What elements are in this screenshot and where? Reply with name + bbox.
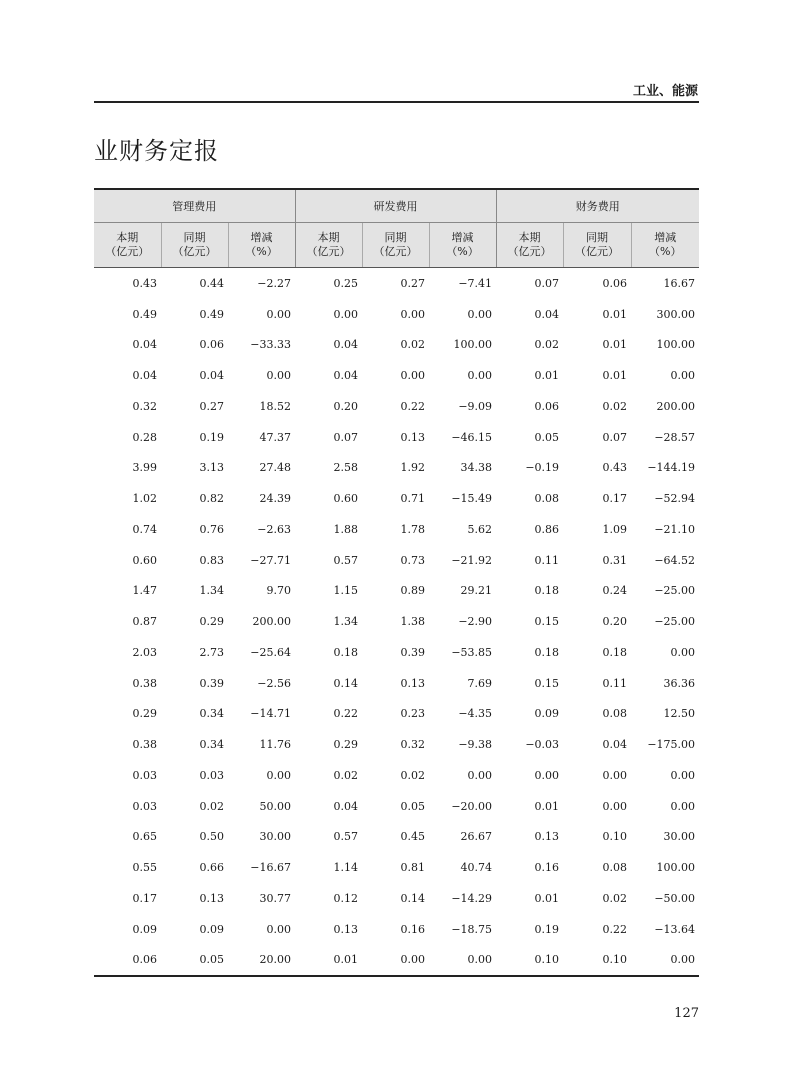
table-cell: 0.00 — [670, 369, 696, 383]
sub-header-label: 同期 — [586, 231, 609, 244]
table-cell: 3.99 — [132, 461, 157, 475]
table-cell: 24.39 — [259, 492, 291, 506]
table-row — [94, 545, 699, 576]
table-cell: 34.38 — [460, 461, 493, 475]
table-cell: −25.00 — [654, 584, 696, 598]
sub-header-rnd-current — [295, 223, 362, 268]
financial-table — [94, 188, 699, 977]
table-row — [94, 852, 699, 883]
table-cell: −15.49 — [451, 492, 493, 506]
table-row — [94, 606, 699, 637]
table-cell: 0.06 — [602, 276, 628, 290]
table-cell: 26.67 — [460, 830, 493, 844]
table-row — [94, 883, 699, 914]
table-cell: 0.20 — [333, 399, 358, 413]
table-cell: 0.10 — [496, 945, 563, 977]
table-cell: 0.13 — [534, 830, 560, 844]
table-cell: 0.00 — [467, 369, 493, 383]
table-cell: 1.15 — [333, 584, 358, 598]
table-cell: 2.73 — [199, 645, 224, 659]
table-cell: 1.78 — [400, 522, 425, 536]
table-cell: 0.05 — [400, 799, 425, 813]
table-row — [94, 576, 699, 607]
table-cell: 0.02 — [400, 338, 425, 352]
table-cell: 0.04 — [333, 369, 358, 383]
table-cell: 1.09 — [602, 522, 628, 536]
table-cell: 0.86 — [534, 522, 560, 536]
sub-header-label: 增减 — [451, 231, 474, 244]
table-cell: 0.02 — [534, 338, 560, 352]
table-cell: 0.12 — [333, 891, 358, 905]
table-row — [94, 945, 699, 977]
table-cell: 0.02 — [602, 399, 628, 413]
table-cell: 0.29 — [333, 738, 358, 752]
sub-header-label: 本期 — [317, 231, 340, 244]
table-cell: 0.01 — [295, 945, 362, 977]
table-cell: 0.82 — [199, 492, 224, 506]
sub-header-unit: （亿元） — [507, 245, 552, 258]
table-row — [94, 914, 699, 945]
table-cell: 0.00 — [266, 307, 291, 321]
table-row — [94, 729, 699, 760]
table-cell: 0.01 — [602, 307, 628, 321]
table-row — [94, 453, 699, 484]
table-cell: 0.83 — [199, 553, 224, 567]
table-row — [94, 268, 699, 299]
table-cell: 0.18 — [534, 645, 560, 659]
table-cell: 0.00 — [602, 768, 628, 782]
table-cell: 0.00 — [670, 799, 696, 813]
table-cell: 0.00 — [534, 768, 560, 782]
table-cell: 0.04 — [333, 338, 358, 352]
table-cell: 0.06 — [94, 945, 161, 977]
table-cell: −21.10 — [654, 522, 696, 536]
table-row — [94, 422, 699, 453]
table-cell: −14.29 — [451, 891, 493, 905]
table-cell: 0.00 — [429, 945, 496, 977]
table-cell: 0.15 — [534, 676, 560, 690]
table-cell: 1.47 — [132, 584, 157, 598]
table-cell: −0.19 — [525, 461, 560, 475]
sub-header-admin-prior — [161, 223, 228, 268]
table-cell: 0.22 — [400, 399, 425, 413]
table-cell: 0.14 — [400, 891, 425, 905]
table-cell: 0.44 — [199, 276, 224, 290]
table-cell: 0.08 — [602, 861, 628, 875]
table-cell: 200.00 — [252, 615, 291, 629]
group-header-finance-expense: 财务费用 — [496, 189, 699, 223]
sub-header-row — [94, 223, 699, 268]
table-cell: 0.27 — [400, 276, 425, 290]
table-cell: −7.41 — [458, 276, 493, 290]
table-cell: 0.27 — [199, 399, 224, 413]
table-cell: 1.34 — [333, 615, 358, 629]
table-cell: 2.58 — [333, 461, 358, 475]
table-cell: 0.00 — [400, 369, 425, 383]
table-cell: −27.71 — [250, 553, 291, 567]
table-cell: 0.09 — [132, 922, 157, 936]
table-cell: 0.04 — [333, 799, 358, 813]
table-cell: 0.01 — [534, 799, 560, 813]
table-cell: 0.00 — [266, 922, 291, 936]
table-cell: 0.57 — [333, 830, 358, 844]
table-cell: 0.29 — [199, 615, 224, 629]
table-cell: 29.21 — [460, 584, 493, 598]
table-cell: 0.09 — [199, 922, 224, 936]
table-cell: 36.36 — [663, 676, 696, 690]
table-row — [94, 791, 699, 822]
table-cell: 0.05 — [161, 945, 228, 977]
table-cell: −21.92 — [451, 553, 493, 567]
table-cell: 0.00 — [266, 768, 291, 782]
table-cell: 0.11 — [534, 553, 560, 567]
table-cell: 0.29 — [132, 707, 157, 721]
sub-header-unit: （亿元） — [306, 245, 351, 258]
table-row — [94, 299, 699, 330]
table-cell: 0.06 — [534, 399, 560, 413]
table-cell: 0.38 — [132, 738, 157, 752]
table-cell: 0.16 — [534, 861, 560, 875]
table-cell: 30.77 — [259, 891, 291, 905]
table-cell: 0.15 — [534, 615, 560, 629]
table-cell: −16.67 — [250, 861, 291, 875]
table-cell: 0.04 — [132, 369, 157, 383]
table-cell: 0.31 — [602, 553, 628, 567]
table-cell: 0.45 — [400, 830, 425, 844]
table-cell: 0.50 — [199, 830, 224, 844]
table-cell: 0.08 — [534, 492, 560, 506]
table-cell: 0.10 — [563, 945, 631, 977]
table-cell: 9.70 — [266, 584, 291, 598]
sub-header-unit: （%） — [649, 245, 682, 258]
table-cell: −9.38 — [458, 738, 493, 752]
table-cell: 1.88 — [333, 522, 358, 536]
table-cell: 0.01 — [602, 369, 628, 383]
table-cell: 0.13 — [333, 922, 358, 936]
table-cell: 1.38 — [400, 615, 425, 629]
table-cell: 12.50 — [663, 707, 696, 721]
table-cell: 30.00 — [259, 830, 291, 844]
table-cell: 0.43 — [602, 461, 628, 475]
table-row — [94, 360, 699, 391]
section-name: 工业、能源 — [632, 84, 698, 99]
table-cell: 0.00 — [400, 307, 425, 321]
table-cell: −144.19 — [647, 461, 696, 475]
table-cell: 0.17 — [132, 891, 157, 905]
table-cell: 3.13 — [199, 461, 224, 475]
table-cell: −14.71 — [250, 707, 291, 721]
table-cell: 0.34 — [199, 738, 224, 752]
table-cell: 0.07 — [333, 430, 358, 444]
table-cell: 0.13 — [199, 891, 224, 905]
table-cell: 0.65 — [132, 830, 157, 844]
sub-header-unit: （%） — [245, 245, 278, 258]
table-cell: −20.00 — [451, 799, 493, 813]
table-cell: 0.76 — [199, 522, 224, 536]
table-cell: 0.00 — [602, 799, 628, 813]
table-cell: −18.75 — [451, 922, 493, 936]
table-cell: −25.64 — [250, 645, 291, 659]
table-cell: 0.13 — [400, 676, 425, 690]
table-cell: 11.76 — [259, 738, 291, 752]
table-cell: 20.00 — [228, 945, 295, 977]
table-cell: 0.43 — [132, 276, 157, 290]
table-cell: −50.00 — [654, 891, 696, 905]
table-row — [94, 822, 699, 853]
sub-header-unit: （亿元） — [105, 245, 150, 258]
table-cell: 0.04 — [199, 369, 224, 383]
sub-header-admin-current — [94, 223, 161, 268]
table-cell: −9.09 — [458, 399, 493, 413]
table-row — [94, 514, 699, 545]
sub-header-label: 本期 — [116, 231, 139, 244]
table-cell: 0.11 — [602, 676, 628, 690]
table-cell: 2.03 — [132, 645, 157, 659]
table-cell: 0.04 — [602, 738, 628, 752]
table-cell: 0.03 — [199, 768, 224, 782]
table-cell: 0.06 — [199, 338, 224, 352]
sub-header-label: 本期 — [518, 231, 541, 244]
sub-header-finance-current — [496, 223, 563, 268]
table-cell: 0.23 — [400, 707, 425, 721]
table-cell: −13.64 — [654, 922, 696, 936]
table-cell: 0.18 — [534, 584, 560, 598]
table-cell: 0.00 — [670, 768, 696, 782]
table-cell: 0.03 — [132, 799, 157, 813]
table-cell: 300.00 — [656, 307, 696, 321]
table-cell: 0.05 — [534, 430, 560, 444]
table-cell: 0.20 — [602, 615, 628, 629]
table-cell: 0.09 — [534, 707, 560, 721]
table-cell: 0.89 — [400, 584, 425, 598]
table-cell: 0.02 — [199, 799, 224, 813]
table-cell: 0.25 — [333, 276, 358, 290]
table-cell: 1.92 — [400, 461, 425, 475]
page-number: 127 — [674, 1006, 699, 1021]
table-cell: −53.85 — [451, 645, 493, 659]
table-cell: 0.18 — [333, 645, 358, 659]
table-cell: 16.67 — [663, 276, 696, 290]
group-header-admin-expense: 管理费用 — [94, 189, 295, 223]
table-cell: 0.34 — [199, 707, 224, 721]
table-cell: −33.33 — [250, 338, 291, 352]
table-cell: −2.63 — [257, 522, 291, 536]
sub-header-label: 同期 — [183, 231, 206, 244]
table-cell: 0.01 — [602, 338, 628, 352]
page-title: 业财务定报 — [94, 137, 219, 165]
table-cell: 0.02 — [333, 768, 358, 782]
table-cell: 0.03 — [132, 768, 157, 782]
sub-header-label: 增减 — [250, 231, 273, 244]
table-row — [94, 637, 699, 668]
running-header — [94, 80, 699, 103]
table-cell: 0.01 — [534, 891, 560, 905]
table-cell: −46.15 — [451, 430, 493, 444]
table-cell: 100.00 — [656, 861, 696, 875]
table-cell: 0.22 — [602, 922, 628, 936]
table-cell: 40.74 — [460, 861, 493, 875]
sub-header-rnd-change — [429, 223, 496, 268]
table-cell: 0.00 — [467, 307, 493, 321]
table-cell: 0.07 — [534, 276, 560, 290]
sub-header-finance-prior — [563, 223, 631, 268]
table-cell: 100.00 — [453, 338, 493, 352]
table-cell: 27.48 — [259, 461, 291, 475]
table-cell: 7.69 — [467, 676, 493, 690]
table-cell: −2.90 — [458, 615, 493, 629]
sub-header-rnd-prior — [362, 223, 429, 268]
table-cell: 30.00 — [663, 830, 696, 844]
table-cell: 0.28 — [132, 430, 157, 444]
table-cell: 0.19 — [199, 430, 224, 444]
table-cell: 5.62 — [467, 522, 493, 536]
table-cell: 0.00 — [333, 307, 358, 321]
table-cell: 0.01 — [534, 369, 560, 383]
table-cell: −2.56 — [257, 676, 291, 690]
table-cell: 0.10 — [602, 830, 628, 844]
table-row — [94, 760, 699, 791]
table-cell: 0.57 — [333, 553, 358, 567]
table-cell: 0.74 — [132, 522, 157, 536]
sub-header-unit: （亿元） — [575, 245, 620, 258]
sub-header-unit: （亿元） — [373, 245, 418, 258]
group-header-row — [94, 189, 699, 223]
table-cell: 0.07 — [602, 430, 628, 444]
table-cell: 0.49 — [132, 307, 157, 321]
table-cell: 1.02 — [132, 492, 157, 506]
table-cell: 0.00 — [266, 369, 291, 383]
table-cell: 0.04 — [534, 307, 560, 321]
table-cell: 0.22 — [333, 707, 358, 721]
table-cell: 0.66 — [199, 861, 224, 875]
table-cell: 0.00 — [362, 945, 429, 977]
table-cell: 0.73 — [400, 553, 425, 567]
table-cell: −4.35 — [458, 707, 493, 721]
sub-header-unit: （%） — [446, 245, 479, 258]
financial-table-container — [94, 188, 699, 977]
sub-header-unit: （亿元） — [172, 245, 217, 258]
table-cell: 0.39 — [400, 645, 425, 659]
table-cell: 47.37 — [259, 430, 291, 444]
table-cell: 0.04 — [132, 338, 157, 352]
sub-header-label: 同期 — [384, 231, 407, 244]
sub-header-finance-change — [631, 223, 699, 268]
table-cell: 0.08 — [602, 707, 628, 721]
table-cell: −0.03 — [525, 738, 560, 752]
table-cell: 0.02 — [400, 768, 425, 782]
table-cell: 0.87 — [132, 615, 157, 629]
table-cell: 0.71 — [400, 492, 425, 506]
table-cell: 0.19 — [534, 922, 560, 936]
table-cell: 0.39 — [199, 676, 224, 690]
table-row — [94, 330, 699, 361]
table-cell: 0.13 — [400, 430, 425, 444]
sub-header-label: 增减 — [654, 231, 677, 244]
group-header-rnd-expense: 研发费用 — [295, 189, 496, 223]
table-cell: 0.02 — [602, 891, 628, 905]
table-header — [94, 189, 699, 268]
table-cell: 0.55 — [132, 861, 157, 875]
table-cell: 0.81 — [400, 861, 425, 875]
table-cell: 0.60 — [132, 553, 157, 567]
table-cell: −64.52 — [654, 553, 696, 567]
table-cell: −175.00 — [647, 738, 696, 752]
table-cell: 50.00 — [259, 799, 291, 813]
table-cell: 0.14 — [333, 676, 358, 690]
table-cell: −52.94 — [654, 492, 696, 506]
sub-header-admin-change — [228, 223, 295, 268]
table-cell: −25.00 — [654, 615, 696, 629]
table-cell: 0.00 — [467, 768, 493, 782]
table-cell: 0.24 — [602, 584, 628, 598]
table-cell: 0.49 — [199, 307, 224, 321]
table-row — [94, 668, 699, 699]
table-cell: 100.00 — [656, 338, 696, 352]
table-row — [94, 391, 699, 422]
table-cell: 0.00 — [631, 945, 699, 977]
table-cell: 200.00 — [656, 399, 696, 413]
table-cell: 1.14 — [333, 861, 358, 875]
table-row — [94, 483, 699, 514]
table-cell: 0.32 — [132, 399, 157, 413]
table-cell: 0.16 — [400, 922, 425, 936]
table-cell: −28.57 — [654, 430, 696, 444]
table-cell: 0.00 — [670, 645, 696, 659]
table-cell: 0.32 — [400, 738, 425, 752]
table-body — [94, 268, 699, 977]
table-row — [94, 699, 699, 730]
table-cell: 18.52 — [259, 399, 291, 413]
table-cell: 1.34 — [199, 584, 224, 598]
table-cell: 0.60 — [333, 492, 358, 506]
table-cell: 0.18 — [602, 645, 628, 659]
table-cell: 0.17 — [602, 492, 628, 506]
table-cell: 0.38 — [132, 676, 157, 690]
table-cell: −2.27 — [257, 276, 291, 290]
